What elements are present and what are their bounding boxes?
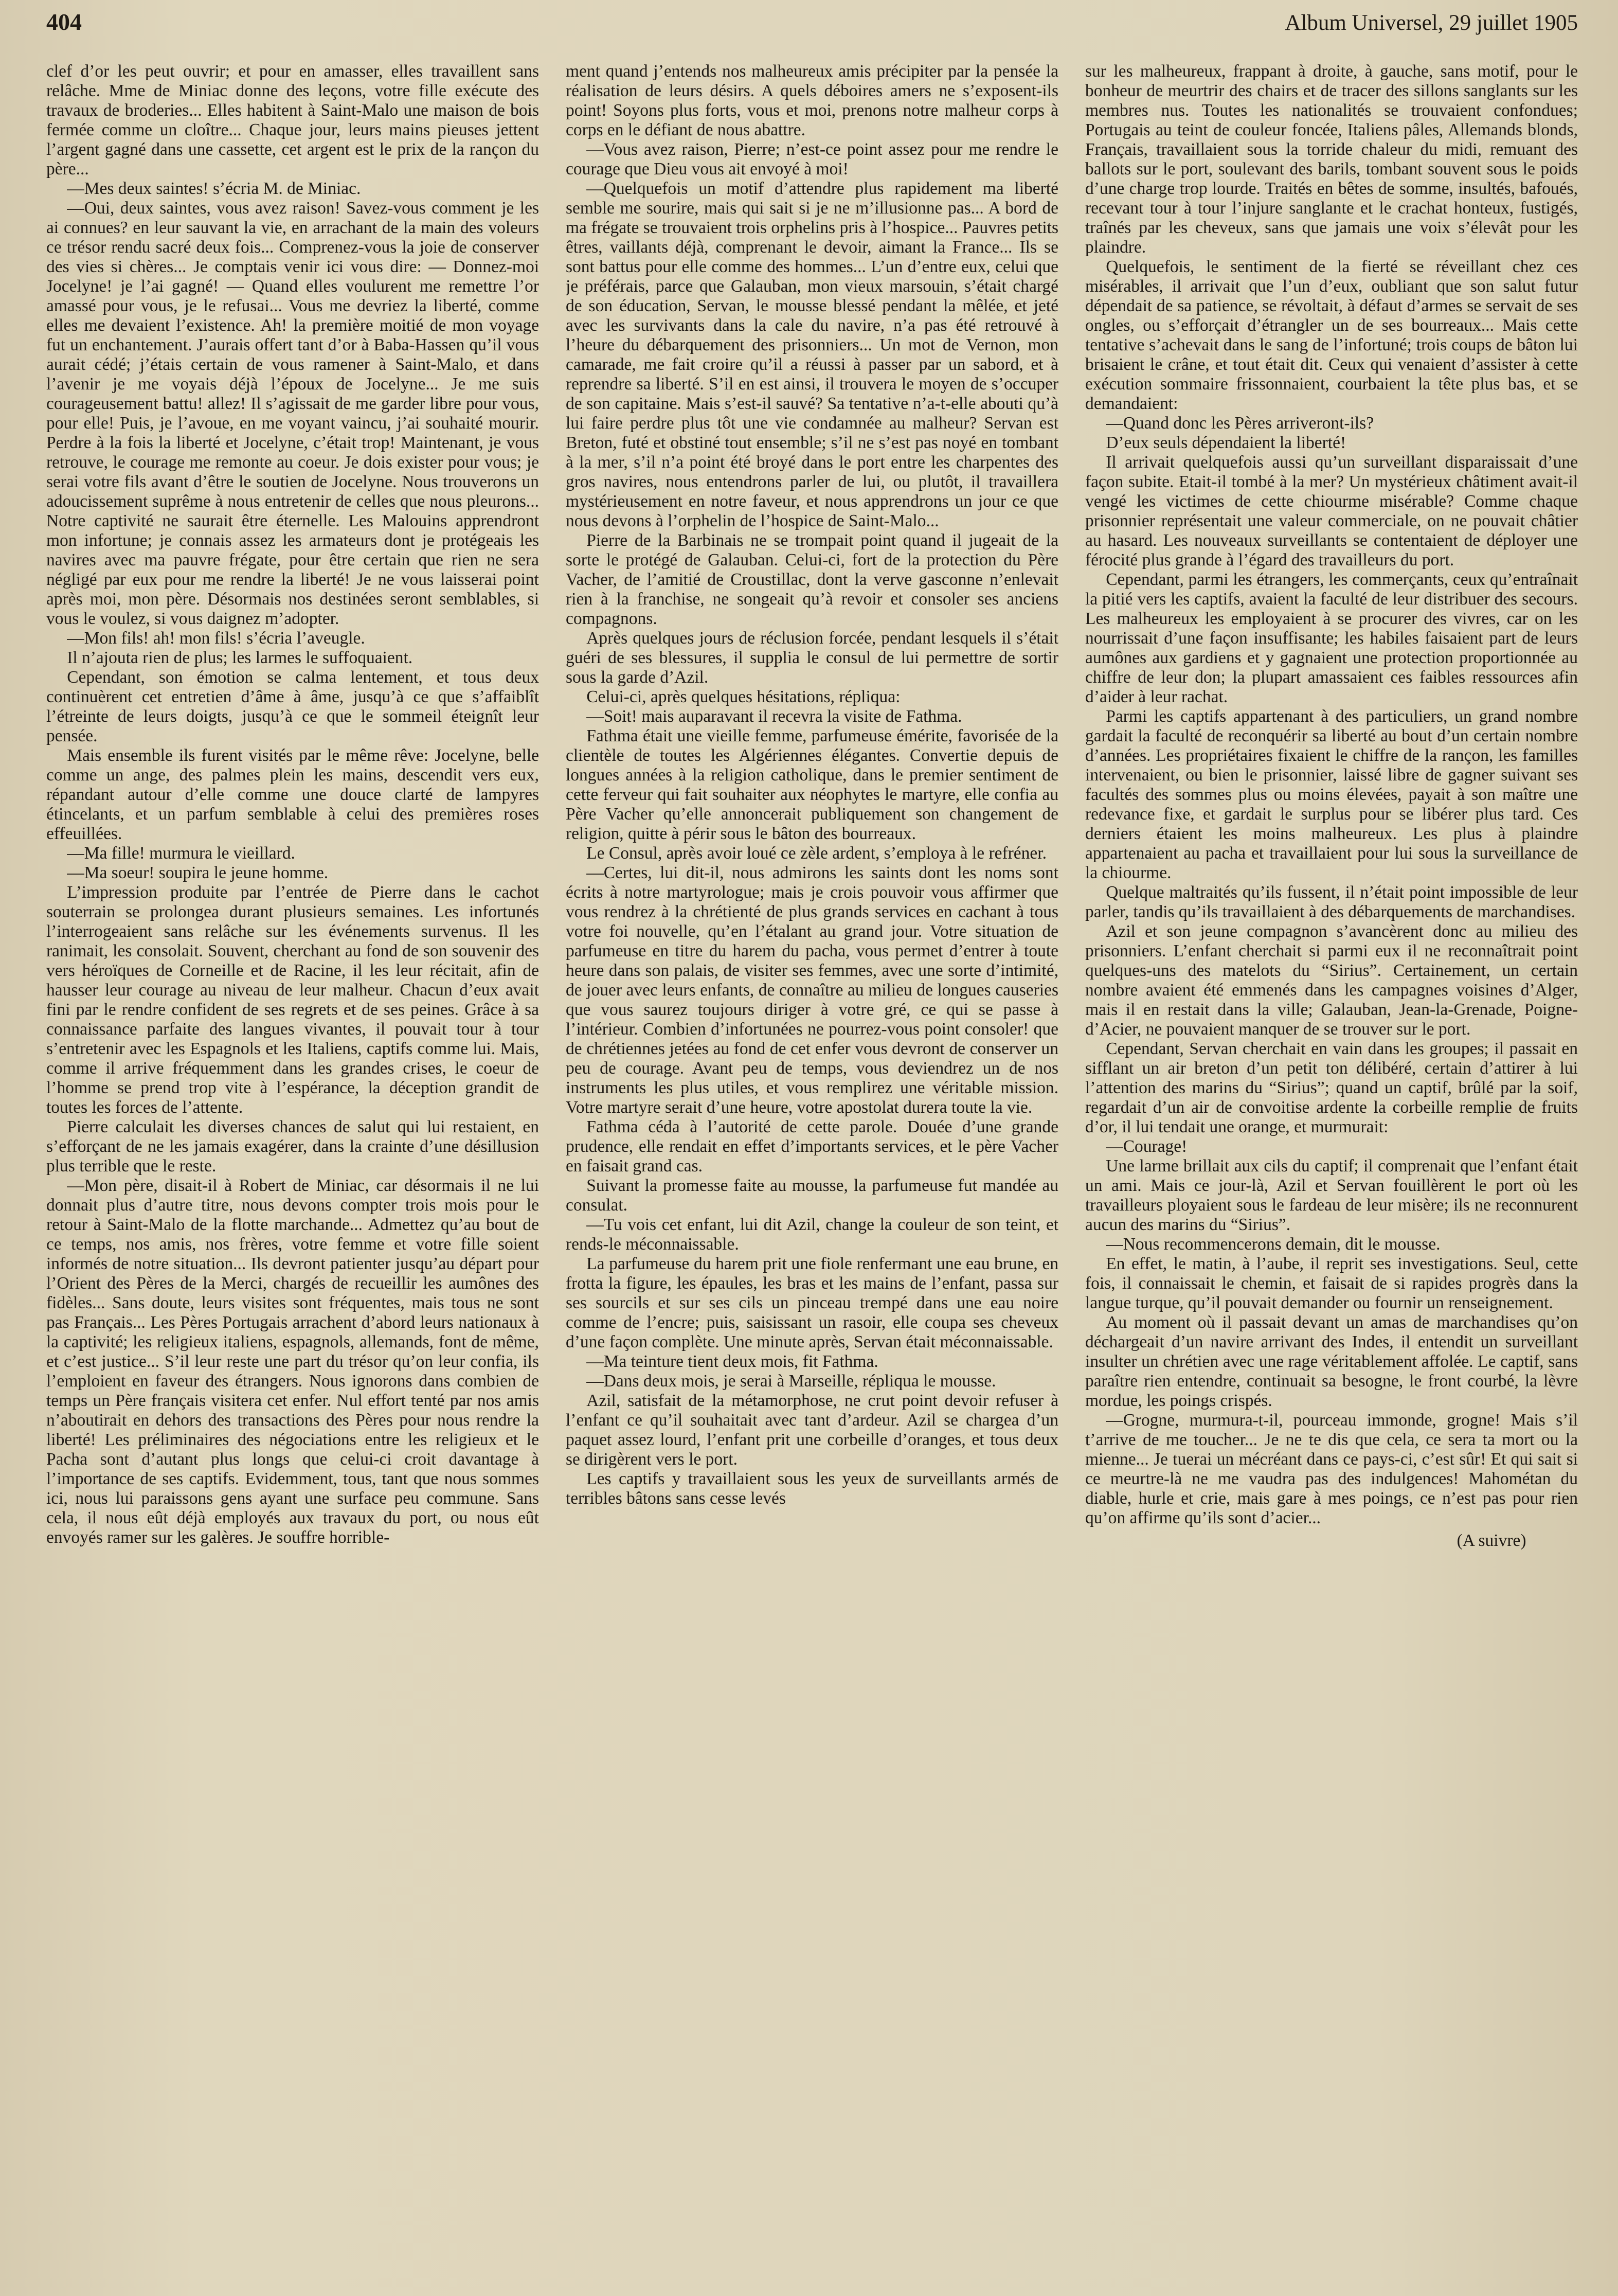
page-header <box>46 10 1578 43</box>
text-column-1 <box>46 62 539 2274</box>
running-head: Album Universel, 29 juillet 1905 <box>1285 11 1578 35</box>
paragraph: Fathma était une vieille femme, parfumeuse émérite, favorisée de la clientèle de toutes les Algériennes élégantes. Convertie depuis de longues années à la religion catholique, dans le premier sentiment de cette ferveur qui fait souhaiter aux néophytes le martyre, elle confia au Père Vacher qu’elle annoncerait publiquement son changement de religion, quitte à périr sous le bâton des bourreaux. <box>566 726 1058 843</box>
paragraph: Cependant, son émotion se calma lentement, et tous deux continuèrent cet entretien d’âme à âme, jusqu’à ce que s’affaiblît l’étreinte de leurs doigts, jusqu’à ce que le sommeil éteignît leur pensée. <box>46 668 539 745</box>
paragraph: Une larme brillait aux cils du captif; il comprenait que l’enfant était un ami. Mais ce jour-là, Azil et Servan fouillèrent le port où les travailleurs ployaient sous le fardeau de leur misère; ils ne reconnurent aucun des marins du “Sirius”. <box>1085 1156 1578 1234</box>
paragraph: Pierre calculait les diverses chances de salut qui lui restaient, en s’efforçant de ne les jamais exagérer, dans la crainte d’une désillusion plus terrible que le reste. <box>46 1117 539 1176</box>
paragraph: Il arrivait quelquefois aussi qu’un surveillant disparaissait d’une façon subite. Etait-il tombé à la mer? Un mystérieux châtiment avait-il vengé les victimes de cette chiourme misérable? Comme chaque prisonnier représentait une valeur commerciale, on ne pouvait châtier au hasard. Les nouveaux surveillants se contentaient de déployer une férocité plus grande à l’égard des travailleurs du port. <box>1085 453 1578 569</box>
paragraph: Après quelques jours de réclusion forcée, pendant lesquels il s’était guéri de ses blessures, il supplia le consul de lui permettre de sortir sous la garde d’Azil. <box>566 629 1058 687</box>
text-column-3 <box>1085 62 1578 2274</box>
paragraph: La parfumeuse du harem prit une fiole renfermant une eau brune, en frotta la figure, les épaules, les bras et les mains de l’enfant, passa sur ses sourcils et sur ses cils un pinceau trempé dans une eau noire comme de l’encre; puis, saisissant un rasoir, elle coupa ses cheveux d’une façon complète. Une minute après, Servan était méconnaissable. <box>566 1254 1058 1351</box>
paragraph: sur les malheureux, frappant à droite, à gauche, sans motif, pour le bonheur de meurtrir des chairs et de tracer des sillons sanglants sur les membres nus. Toutes les nationalités se trouvaient confondues; Portugais au teint de couleur foncée, Italiens pâles, Allemands blonds, Français, travaillaient sous la torride chaleur du midi, remuant des ballots sur le port, soulevant des barils, tombant souvent sous le poids d’une charge trop lourde. Traités en bêtes de somme, insultés, bafoués, recevant tour à tour l’injure sanglante et le crachat honteux, fustigés, traînés par les cheveux, sans que jamais une voix s’élevât pour les plaindre. <box>1085 62 1578 257</box>
paragraph: —Tu vois cet enfant, lui dit Azil, change la couleur de son teint, et rends-le méconnaissable. <box>566 1215 1058 1254</box>
paragraph: Au moment où il passait devant un amas de marchandises qu’on déchargeait d’un navire arrivant des Indes, il entendit un surveillant insulter un chrétien avec une rage véritablement affolée. Le captif, sans paraître rien entendre, continuait sa besogne, le front courbé, la lèvre mordue, les poings crispés. <box>1085 1313 1578 1410</box>
paragraph: —Ma soeur! soupira le jeune homme. <box>67 863 329 882</box>
paragraph: ment quand j’entends nos malheureux amis précipiter par la pensée la réalisation de leurs désirs. A quels déboires amers ne s’exposent-ils point! Soyons plus forts, vous et moi, prenons notre malheur corps à corps en le défiant de nous abattre. <box>566 62 1058 139</box>
paragraph: Azil, satisfait de la métamorphose, ne crut point devoir refuser à l’enfant ce qu’il souhaitait avec tant d’ardeur. Azil se chargea d’un paquet assez lourd, l’enfant prit une corbeille d’oranges, et tous deux se dirigèrent vers le port. <box>566 1391 1058 1469</box>
paragraph: Suivant la promesse faite au mousse, la parfumeuse fut mandée au consulat. <box>566 1176 1058 1215</box>
paragraph: Quelque maltraités qu’ils fussent, il n’était point impossible de leur parler, tandis qu’ils travaillaient à des débarquements de marchandises. <box>1085 883 1578 921</box>
paragraph: Quelquefois, le sentiment de la fierté se réveillant chez ces misérables, il arrivait que l’un d’eux, oubliant que son salut futur dépendait de sa patience, se révoltait, à défaut d’armes se servait de ses ongles, ou s’efforçait d’étrangler un de ses bourreaux... Mais cette tentative s’achevait dans le sang de l’infortuné; trois coups de bâton lui brisaient le crâne, et tout était dit. Ceux qui venaient d’assister à cette exécution sommaire frissonnaient, courbaient la tête plus bas, et se demandaient: <box>1085 257 1578 413</box>
paragraph: Fathma céda à l’autorité de cette parole. Douée d’une grande prudence, elle rendait en effet d’importants services, et le père Vacher en faisait grand cas. <box>566 1117 1058 1176</box>
paragraph: —Dans deux mois, je serai à Marseille, répliqua le mousse. <box>586 1372 996 1391</box>
paragraph: Cependant, parmi les étrangers, les commerçants, ceux qu’entraînait la pitié vers les captifs, avaient la faculté de leur distribuer des secours. Les malheureux les employaient à se procurer des vivres, car on les nourrissait d’une façon insuffisante; les habiles faisaient part de leurs aumônes aux gardiens et y gagnaient une protection proportionnée au chiffre de leur don; la plupart amassaient ces faibles ressources afin d’aider à leur rachat. <box>1085 570 1578 706</box>
paragraph: —Courage! <box>1106 1137 1188 1156</box>
paragraph: —Quand donc les Pères arriveront-ils? <box>1106 414 1374 433</box>
paragraph: —Certes, lui dit-il, nous admirons les saints dont les noms sont écrits à notre martyrologue; mais je crois pouvoir vous affirmer que vous rendrez à la chrétienté de plus grands services en cachant à tous votre foi nouvelle, qu’en l’étalant au grand jour. Votre situation de parfumeuse en titre du harem du pacha, vous permet d’entrer à toute heure dans son palais, de visiter ses femmes, avec une sorte d’intimité, de jouer avec leurs enfants, de connaître au milieu de longues causeries que vous saurez toujours diriger à votre gré, ce qui se passe à l’intérieur. Combien d’infortunées ne pourrez-vous point consoler! que de chrétiennes jetées au fond de cet enfer vous devront de conserver un peu de courage. Avant peu de temps, vous deviendrez un de nos instruments les plus utiles, et vous remplirez une véritable mission. Votre martyre serait d’une heure, votre apostolat durera toute la vie. <box>566 863 1058 1117</box>
paragraph: L’impression produite par l’entrée de Pierre dans le cachot souterrain se prolongea durant plusieurs semaines. Les infortunés l’interrogeaient sans relâche sur les événements survenus. Il les ranimait, les consolait. Souvent, cherchant au fond de son souvenir des vers héroïques de Corneille et de Racine, il les leur récitait, afin de hausser leur courage au niveau de leur malheur. Chacun d’eux avait fini par le rendre confident de ses regrets et de ses peines. Grâce à sa connaissance parfaite des langues vivantes, il pouvait tour à tour s’entretenir avec les Espagnols et les Italiens, captifs comme lui. Mais, comme il arrive fréquemment dans les grandes crises, le coeur de l’homme se prend trop vite à l’espérance, la déception grandit de toutes les forces de l’attente. <box>46 883 539 1117</box>
paragraph: —Soit! mais auparavant il recevra la visite de Fathma. <box>586 707 962 726</box>
paragraph: Les captifs y travaillaient sous les yeux de surveillants armés de terribles bâtons sans cesse levés <box>566 1469 1058 1508</box>
paragraph: —Quelquefois un motif d’attendre plus rapidement ma liberté semble me sourire, mais qui sait si je ne m’illusionne pas... A bord de ma frégate se trouvaient trois orphelins pris à l’hospice... Pauvres petits êtres, vaillants déjà, comprenant le devoir, aimant la France... Ils se sont battus pour elle comme des hommes... L’un d’entre eux, celui que je préférais, parce que Galauban, mon vieux marsouin, s’était chargé de son éducation, Servan, le mousse blessé pendant la mêlée, et jeté avec les survivants dans la cale du navire, n’a pas été retrouvé à l’heure du débarquement des prisonniers... Un mot de Vernon, mon camarade, me fait croire qu’il a réussi à passer par un sabord, et à reprendre sa liberté. S’il en est ainsi, il trouvera le moyen de s’occuper de son capitaine. Mais s’est-il sauvé? Sa tentative n’a-t-elle abouti qu’à lui faire perdre plus tôt une vie condamnée au malheur? Servan est Breton, futé et obstiné tout ensemble; s’il ne s’est pas noyé en tombant à la mer, s’il n’a point été broyé dans le port entre les charpentes des gros navires, nous entendrons parler de lui, ou plutôt, il travaillera mystérieusement en notre faveur, et nous apprendrons un jour ce que nous devons à l’orphelin de l’hospice de Saint-Malo... <box>566 179 1058 530</box>
paragraph: —Ma fille! murmura le vieillard. <box>67 844 295 863</box>
paragraph: —Oui, deux saintes, vous avez raison! Savez-vous comment je les ai connues? en leur sauvant la vie, en arrachant de la main des voleurs ce trésor rendu sacré deux fois... Comprenez-vous la joie de conserver des vies si chères... Je comptais venir ici vous dire: — Donnez-moi Jocelyne! je l’ai gagné! — Quand elles voulurent me remettre l’or amassé pour vous, je le refusai... Vous me devriez la liberté, comme elles me devaient l’existence. Ah! la première moitié de mon voyage fut un enchantement. J’aurais offert tant d’or à Baba-Hassen qu’il vous aurait cédé; j’étais certain de vous ramener à Saint-Malo, et dans l’avenir je me voyais déjà l’époux de Jocelyne... Je me suis courageusement battu! allez! Il s’agissait de me garder libre pour vous, pour elle! Puis, je l’avoue, en me voyant vaincu, j’ai souhaité mourir. Perdre à la fois la liberté et Jocelyne, c’était trop! Maintenant, je vous retrouve, le courage me remonte au coeur. Je dois exister pour vous; je serai votre fils avant d’être le soutien de Jocelyne. Nous trouverons un adoucissement suprême à nous entretenir de celles que nous pleurons... Notre captivité ne saurait être éternelle. Les Malouins apprendront mon infortune; je connais assez les armateurs dont je protégeais les navires avec ma pauvre frégate, pour être certain que rien ne sera négligé par eux pour me rendre la liberté! Je ne vous laisserai point après moi, mon père. Désormais nos destinées seront semblables, si vous le voulez, si vous daignez m’adopter. <box>46 199 539 628</box>
paragraph: —Nous recommencerons demain, dit le mousse. <box>1106 1235 1441 1254</box>
paragraph: Cependant, Servan cherchait en vain dans les groupes; il passait en sifflant un air breton d’un petit ton délibéré, certain d’attirer à lui l’attention des marins du “Sirius”; quand un captif, brûlé par la soif, regardait d’un air de convoitise ardente la corbeille remplie de fruits d’or, il lui tendait une orange, et murmurait: <box>1085 1039 1578 1136</box>
to-be-continued: (A suivre) <box>1457 1531 1526 1550</box>
paragraph: En effet, le matin, à l’aube, il reprit ses investigations. Seul, cette fois, il connaissait le chemin, et faisait de si rapides progrès dans la langue turque, qu’il pouvait demander ou fournir un renseignement. <box>1085 1254 1578 1312</box>
paragraph: Parmi les captifs appartenant à des particuliers, un grand nombre gardait la faculté de reconquérir sa liberté au bout d’un certain nombre d’années. Les propriétaires fixaient le chiffre de la rançon, les familles intervenaient, ou bien le prisonnier, laissé libre de gagner suivant ses facultés des sommes plus ou moins élevées, payait à son maître une redevance fixe, et gardait le surplus pour se libérer plus tard. Ces derniers étaient les moins malheureux. Les plus à plaindre appartenaient au pacha et travaillaient pour lui sous la surveillance de la chiourme. <box>1085 707 1578 882</box>
paragraph: —Mes deux saintes! s’écria M. de Miniac. <box>67 179 361 198</box>
paragraph: —Mon fils! ah! mon fils! s’écria l’aveugle. <box>67 629 365 648</box>
paragraph: clef d’or les peut ouvrir; et pour en amasser, elles travaillent sans relâche. Mme de Miniac donne des leçons, votre fille exécute des travaux de broderies... Elles habitent à Saint-Malo une maison de bois fermée comme un cloître... Chaque jour, leurs mains pieuses jettent l’argent gagné dans une cassette, cet argent est le prix de la rançon du père... <box>46 62 539 179</box>
paragraph: —Vous avez raison, Pierre; n’est-ce point assez pour me rendre le courage que Dieu vous ait envoyé à moi! <box>566 140 1058 179</box>
paragraph: Le Consul, après avoir loué ce zèle ardent, s’employa à le refréner. <box>586 844 1047 863</box>
paragraph: Celui-ci, après quelques hésitations, répliqua: <box>586 687 901 706</box>
paragraph: —Ma teinture tient deux mois, fit Fathma. <box>586 1352 878 1371</box>
paragraph: Pierre de la Barbinais ne se trompait point quand il jugeait de la sorte le protégé de Galauban. Celui-ci, fort de la protection du Père Vacher, de l’amitié de Croustillac, dont la verve gasconne n’enlevait rien à la franchise, ne songeait qu’à revoir et consoler ses anciens compagnons. <box>566 531 1058 628</box>
paragraph: Azil et son jeune compagnon s’avancèrent donc au milieu des prisonniers. L’enfant cherchait si parmi eux il ne reconnaîtrait point quelques-uns des matelots du “Sirius”. Certainement, un certain nombre avaient été emmenés dans les campagnes voisines d’Alger, mais il en restait dans la ville; Galauban, Jean-la-Grenade, Poigne-d’Acier, ne pouvaient manquer de se trouver sur le port. <box>1085 922 1578 1039</box>
paragraph: —Mon père, disait-il à Robert de Miniac, car désormais il ne lui donnait plus d’autre titre, nous devons compter trois mois pour le retour à Saint-Malo de la flotte marchande... Admettez qu’au bout de ce temps, nos amis, nos frères, votre femme et votre fille soient informés de notre situation... Ils devront patienter jusqu’au départ pour l’Orient des Pères de la Merci, chargés de recueillir les aumônes des fidèles... Sans doute, leurs visites sont fréquentes, mais tous ne sont pas Français... Les Pères Portugais arrachent d’abord leurs nationaux à la captivité; les religieux italiens, espagnols, allemands, font de même, et c’est justice... S’il leur reste une part du trésor qu’on leur confia, ils l’emploient en faveur des étrangers. Nous ignorons dans combien de temps un Père français visitera cet enfer. Nul effort tenté par nos amis n’aboutirait en dehors des transactions des Pères pour nous rendre la liberté! Les préliminaires des négociations entre les religieux et le Pacha sont d’autant plus longs que celui-ci croit davantage à l’importance de ses captifs. Evidemment, tous, tant que nous sommes ici, nous lui paraissons gens ayant une surface peu commune. Sans cela, il nous eût déjà employés aux travaux du port, ou nous eût envoyés ramer sur les galères. Je souffre horrible- <box>46 1176 539 1547</box>
paragraph: —Grogne, murmura-t-il, pourceau immonde, grogne! Mais s’il t’arrive de me toucher... Je ne te dis que cela, ce sera ta mort ou la mienne... Je tuerai un mécréant dans ce pays-ci, c’est sûr! Et qui sait si ce meurtre-là ne me vaudra pas des indulgences! Mahométan du diable, hurle et crie, mais gare à mes poings, ce n’est pas pour rien qu’on affirme qu’ils sont d’acier... <box>1085 1411 1578 1527</box>
paragraph: D’eux seuls dépendaient la liberté! <box>1106 433 1346 452</box>
article-columns <box>46 62 1578 2274</box>
paragraph: Il n’ajouta rien de plus; les larmes le suffoquaient. <box>67 648 413 667</box>
paragraph: Mais ensemble ils furent visités par le même rêve: Jocelyne, belle comme un ange, des palmes plein les mains, descendit vers eux, répandant autour d’elle comme une douce clarté de lampyres étincelants, et un parfum semblable à celui des premières roses effeuillées. <box>46 746 539 843</box>
text-column-2 <box>566 62 1058 2274</box>
page-number: 404 <box>46 9 82 35</box>
